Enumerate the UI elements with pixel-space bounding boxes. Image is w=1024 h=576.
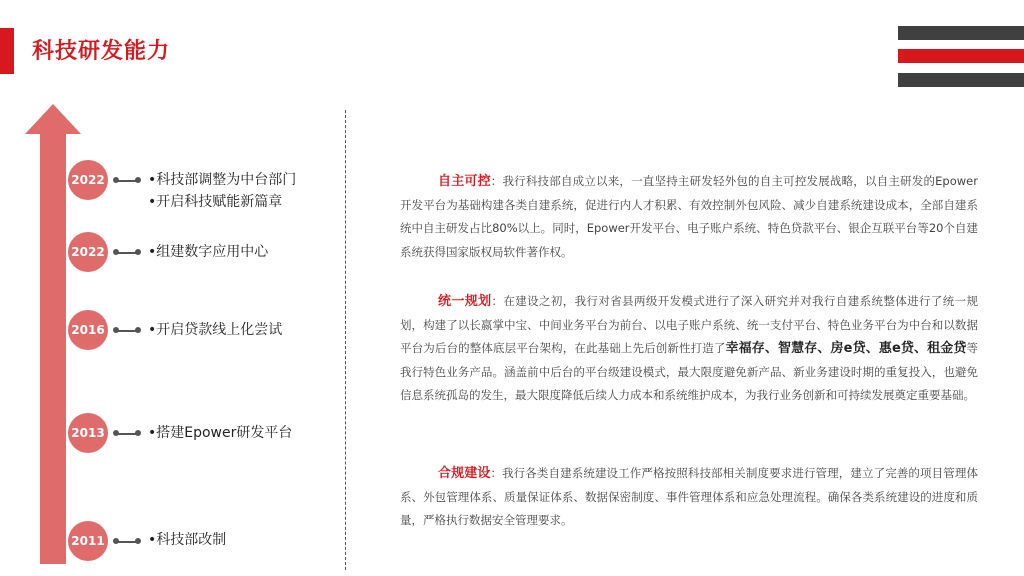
timeline-connector [116,541,138,543]
event-line: •科技部改制 [148,532,227,548]
section-text: ：我行各类自建系统建设工作严格按照科技部相关制度要求进行管理，建立了完善的项目管理体系、外包管理体系、质量保证体系、数据保密制度、事件管理体系和应急处理流程。确保各类系统建设的进度和质量，严格执行数据安全管理要求。 [400,466,978,527]
decor-stripe-dark-top [898,26,1024,40]
page-title: 科技研发能力 [32,39,171,64]
year-badge: 2013 [68,413,108,453]
decor-stripe-dark-bottom [898,73,1024,87]
year-badge: 2016 [68,310,108,350]
timeline-connector [116,252,138,254]
section-autonomy [400,170,978,264]
event-line: •开启科技赋能新篇章 [148,194,283,210]
section-compliance [400,462,978,533]
event-line: •科技部调整为中台部门 [148,172,297,188]
section-heading: 统一规划 [438,294,492,309]
year-badge: 2022 [68,160,108,200]
section-heading: 合规建设 [438,466,491,481]
timeline-event [148,319,282,341]
timeline-event [148,241,268,263]
event-line: •开启贷款线上化尝试 [148,322,283,338]
decor-stripe-red [898,49,1024,63]
section-text: 等我行特色业务产品。涵盖前中后台的平台级建设模式，最大限度避免新产品、新业务建设时期的重复投入，也避免信息系统孤岛的发生，最大限度降低后续人力成本和系统维护成本，为我行业务创新和可持续发展奠定重要基础。 [400,341,979,402]
timeline-event [148,529,226,551]
section-text: ：我行科技部自成立以来，一直坚持主研发轻外包的自主可控发展战略，以自主研发的Epower开发平台为基础构建各类自建系统，促进行内人才积累、有效控制外包风险、减少自建系统建设成本，全部自建系统中自主研发占比80%以上。同时，Epower开发平台、电子账户系统、特色贷款平台、银企互联平台等20个自建系统获得国家版权局软件著作权。 [400,174,978,259]
year-badge: 2022 [68,232,108,272]
event-line: •组建数字应用中心 [148,244,269,260]
timeline-connector [116,433,138,435]
event-line: •搭建Epower研发平台 [148,425,293,441]
timeline-connector [116,180,138,182]
section-heading: 自主可控 [438,174,491,189]
timeline-connector [116,330,138,332]
year-badge: 2011 [68,521,108,561]
product-list: 幸福存、智慧存、房e贷、惠e贷、租金贷 [725,341,967,356]
timeline-event [148,422,292,444]
title-accent-bar [0,28,14,74]
section-text: ：在建设之初，我行对省县两级开发模式进行了深入研究并对我行自建系统整体进行了统一规划，构建了以长嬴掌中宝、中间业务平台为前台、以电子账户系统、统一支付平台、特色业务平台为中台和以数据平台为后台的整体底层平台架构，在此基础上先后创新性打造了 [400,294,978,355]
section-unified-planning [400,290,978,408]
timeline-event [148,169,296,213]
dashed-divider [345,110,346,570]
